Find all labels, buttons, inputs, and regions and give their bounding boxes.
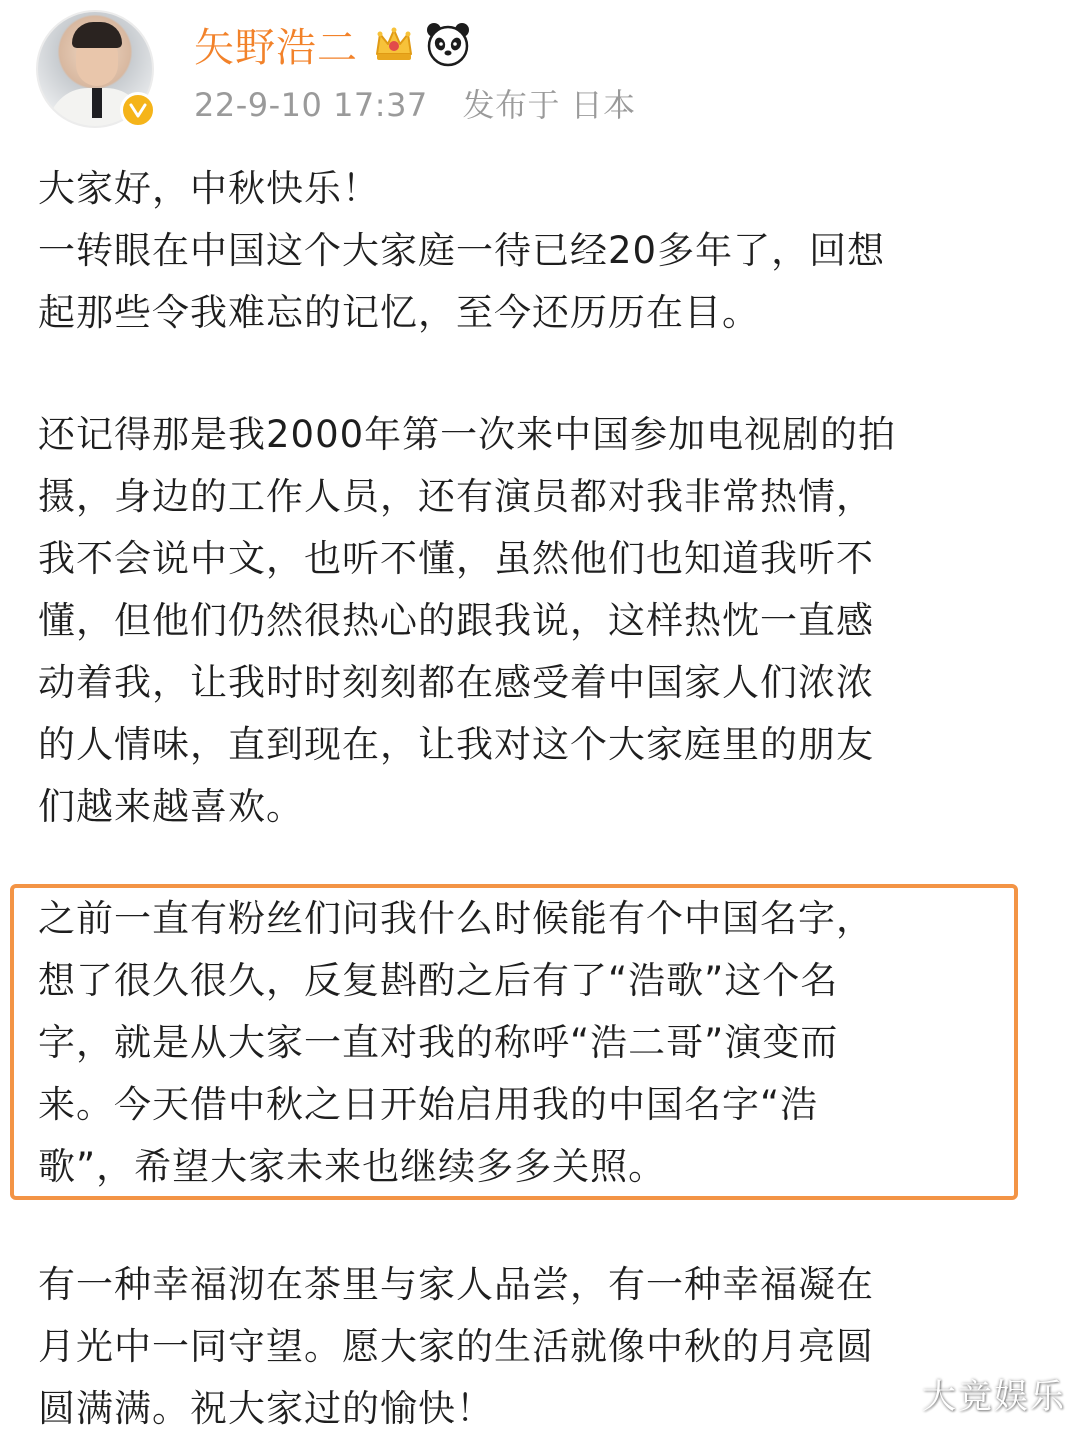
text-line: 月光中一同守望。愿大家的生活就像中秋的月亮圆 [38,1325,874,1368]
text-line: 的人情味，直到现在，让我对这个大家庭里的朋友 [38,723,874,766]
post-time: 22-9-10 17:37 [194,86,428,124]
text-line: 动着我，让我时时刻刻都在感受着中国家人们浓浓 [38,661,874,704]
avatar-hair [72,22,122,48]
text-line: 起那些令我难忘的记忆，至今还历历在目。 [38,291,760,334]
text-line: 大家好，中秋快乐！ [38,167,380,210]
avatar-tie [92,88,102,118]
text-line: 字，就是从大家一直对我的称呼“浩二哥”演变而 [38,1021,839,1064]
text-line: 来。今天借中秋之日开始启用我的中国名字“浩 [38,1083,819,1126]
verified-v-icon [120,92,156,128]
post-paragraph-1 [38,158,1038,344]
crown-icon[interactable] [372,22,416,66]
text-line: 还记得那是我2000年第一次来中国参加电视剧的拍 [38,413,897,456]
post-header [36,10,1036,130]
text-line: 想了很久很久，反复斟酌之后有了“浩歌”这个名 [38,959,839,1002]
text-line: 有一种幸福沏在茶里与家人品尝，有一种幸福凝在 [38,1263,874,1306]
text-line: 懂，但他们仍然很热心的跟我说，这样热忱一直感 [38,599,874,642]
watermark: 大竞娱乐 [922,1377,1066,1417]
username-link[interactable]: 矢野浩二 [194,24,358,71]
username-row [194,14,472,74]
post-paragraph-2 [38,404,1038,838]
post-paragraph-3 [38,888,1038,1198]
post-location: 发布于 日本 [462,86,636,124]
text-line: 歌”，希望大家未来也继续多多关照。 [38,1145,667,1188]
text-line: 一转眼在中国这个大家庭一待已经20多年了，回想 [38,229,886,272]
text-line: 之前一直有粉丝们问我什么时候能有个中国名字， [38,897,874,940]
post-meta [194,80,636,126]
post-paragraph-4 [38,1254,1038,1440]
text-line: 摄，身边的工作人员，还有演员都对我非常热情， [38,475,874,518]
panda-icon[interactable] [424,20,472,68]
text-line: 圆满满。祝大家过的愉快！ [38,1387,494,1430]
text-line: 们越来越喜欢。 [38,785,304,828]
text-line: 我不会说中文，也听不懂，虽然他们也知道我听不 [38,537,874,580]
